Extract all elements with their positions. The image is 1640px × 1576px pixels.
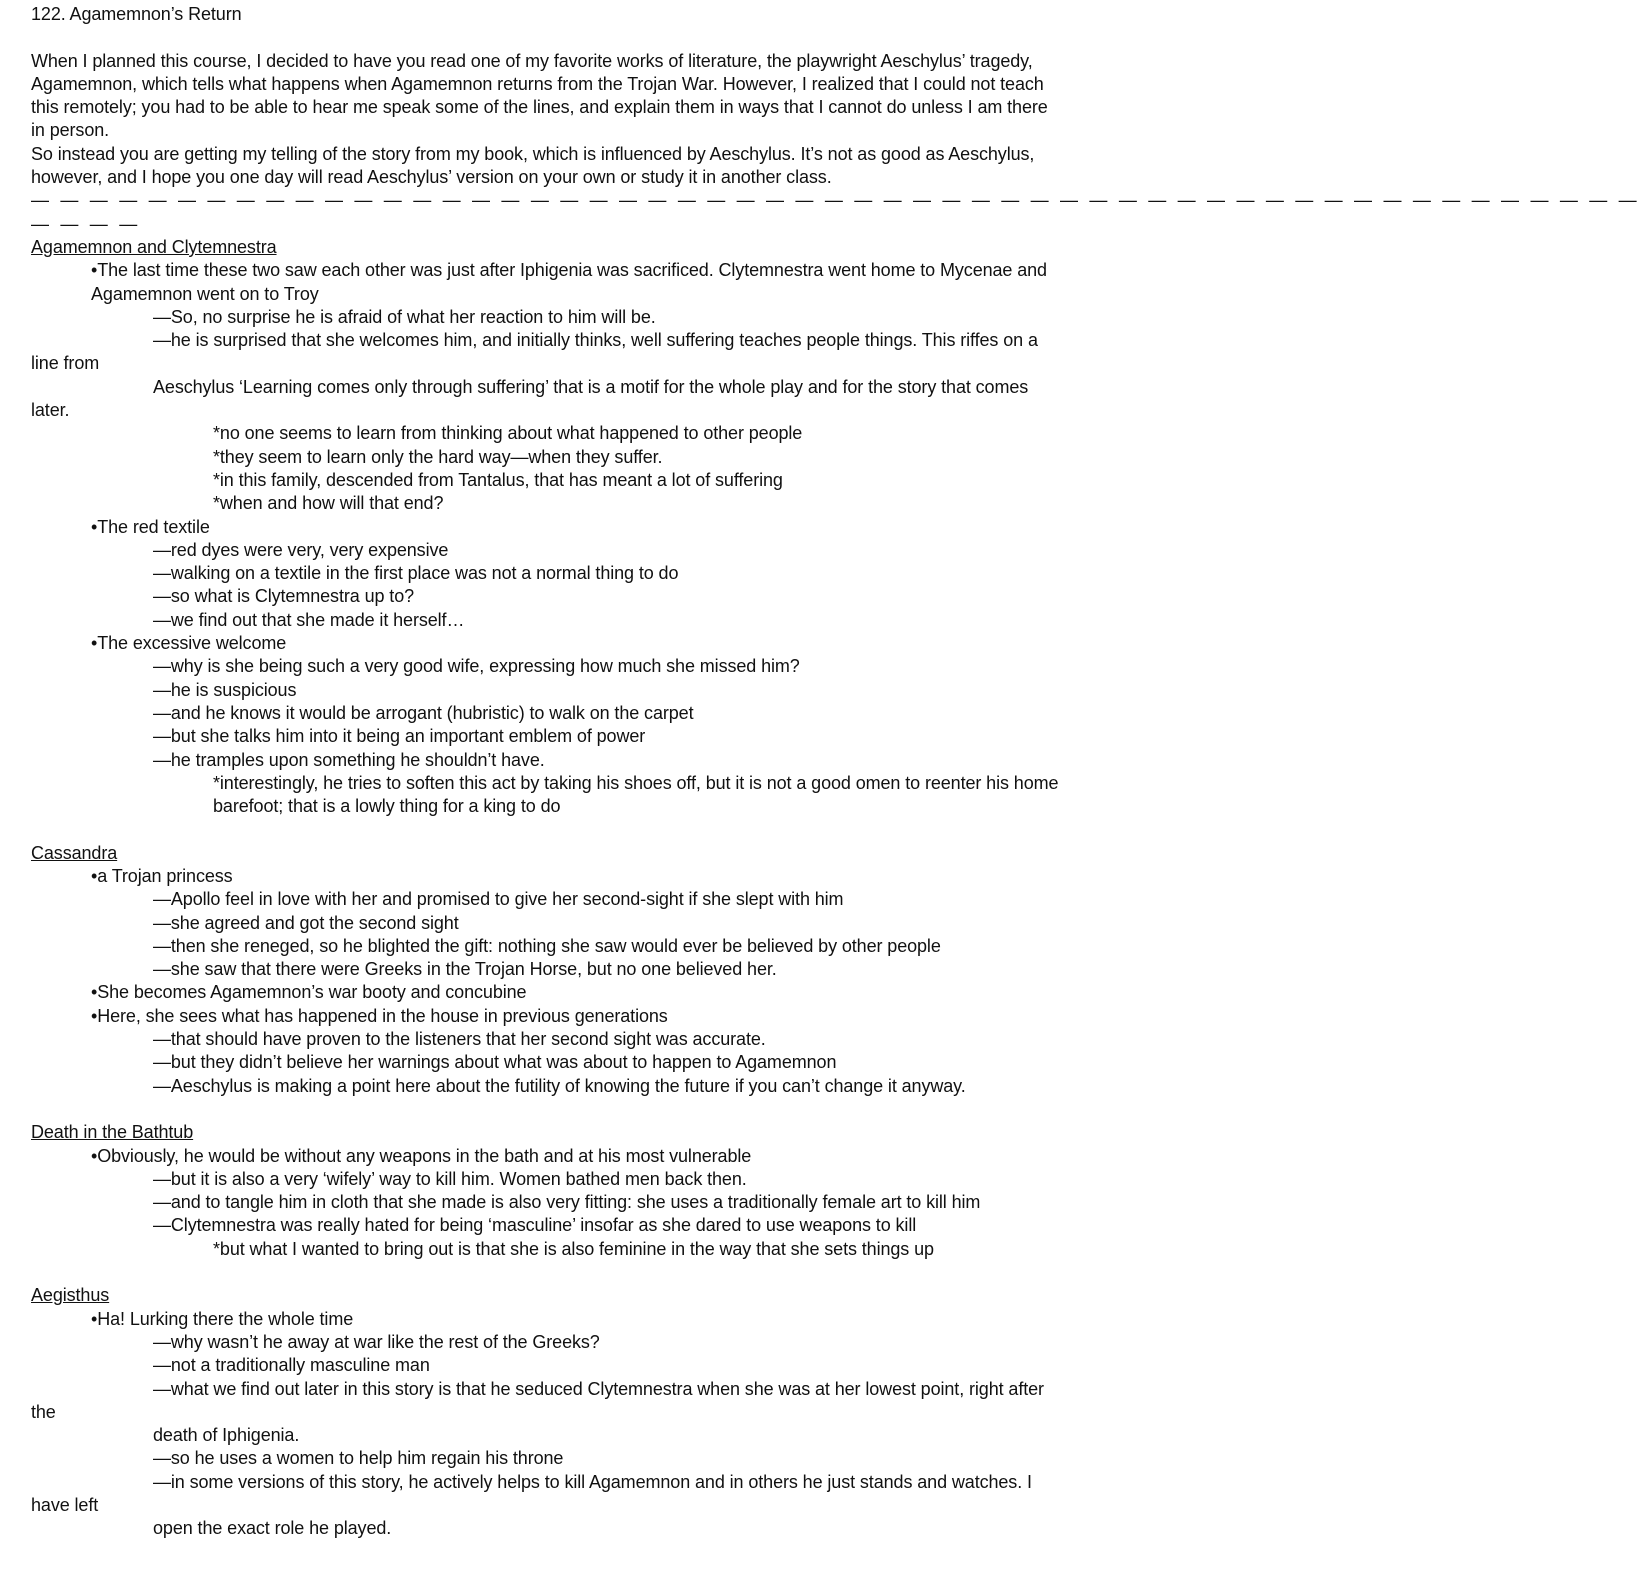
intro-line: this remotely; you had to be able to hear me speak some of the lines, and explain them in ways that I cannot do unless I am there [31,97,1048,118]
dash-item-continuation: open the exact role he played. [153,1518,392,1539]
dash-item: —so he uses a women to help him regain his throne [153,1448,564,1469]
intro-line: however, and I hope you one day will read Aeschylus’ version on your own or study it in another class. [31,167,832,188]
spacer [31,1261,1171,1284]
section-agamemnon [31,236,1171,818]
dash-item: —he is surprised that she welcomes him, and initially thinks, well suffering teaches people things. This riffes on a [153,330,1038,351]
intro-paragraph [31,50,1171,190]
section-heading: Agamemnon and Clytemnestra [31,236,277,257]
dash-item: —that should have proven to the listeners that her second sight was accurate. [153,1029,766,1050]
dash-item: —so what is Clytemnestra up to? [153,586,415,607]
bullet-item: •a Trojan princess [91,865,233,886]
dash-item: —he is suspicious [153,679,297,700]
star-item: *no one seems to learn from thinking about what happened to other people [213,423,803,444]
spacer [31,818,1171,841]
dash-item: —and to tangle him in cloth that she made is also very fitting: she uses a traditionally female art to kill him [153,1192,981,1213]
dash-item-continuation: have left [31,1495,99,1515]
bullet-item: •The red textile [91,516,210,537]
dash-item: —in some versions of this story, he actively helps to kill Agamemnon and in others he just stands and watches. I [153,1471,1032,1492]
dash-item-continuation: the [31,1401,56,1422]
dash-item: —why wasn’t he away at war like the rest of the Greeks? [153,1331,600,1352]
spacer [31,26,1171,49]
dash-item: —we find out that she made it herself… [153,609,465,630]
dash-item: —Clytemnestra was really hated for being ‘masculine’ insofar as she dared to use weapons to kill [153,1215,917,1236]
bullet-item: •Ha! Lurking there the whole time [91,1308,354,1329]
star-item-continuation: barefoot; that is a lowly thing for a king to do [213,796,561,817]
document-title: 122. Agamemnon’s Return [31,4,242,24]
bullet-item: •The excessive welcome [91,633,287,654]
dash-item: —but she talks him into it being an important emblem of power [153,726,646,747]
star-item: *they seem to learn only the hard way—when they suffer. [213,446,663,467]
dash-item: —she agreed and got the second sight [153,912,459,933]
dash-item-continuation: line from [31,353,100,374]
bullet-item-continuation: Agamemnon went on to Troy [91,283,319,304]
star-item: *but what I wanted to bring out is that she is also feminine in the way that she sets things up [213,1238,934,1259]
dash-item: —then she reneged, so he blighted the gift: nothing she saw would ever be believed by other people [153,935,941,956]
dash-item: —red dyes were very, very expensive [153,539,449,560]
section-aegisthus [31,1284,1171,1540]
intro-line: When I planned this course, I decided to have you read one of my favorite works of literature, the playwright Aeschylus’ tragedy, [31,50,1033,71]
bullet-item: •Obviously, he would be without any weapons in the bath and at his most vulnerable [91,1145,752,1166]
star-item: *when and how will that end? [213,493,444,514]
dash-item: —she saw that there were Greeks in the Trojan Horse, but no one believed her. [153,959,777,980]
section-heading: Cassandra [31,842,118,863]
dash-item: —walking on a textile in the first place was not a normal thing to do [153,563,679,584]
dash-item: —but they didn’t believe her warnings about what was about to happen to Agamemnon [153,1052,837,1073]
section-bathtub [31,1121,1171,1261]
dash-item: —Apollo feel in love with her and promised to give her second-sight if she slept with him [153,889,844,910]
dash-item-continuation: later. [31,400,70,421]
dash-item-continuation: death of Iphigenia. [153,1425,300,1446]
dash-item: —So, no surprise he is afraid of what her reaction to him will be. [153,306,656,327]
star-item: *interestingly, he tries to soften this act by taking his shoes off, but it is not a good omen to reenter his home [213,772,1059,793]
section-heading: Aegisthus [31,1285,110,1306]
star-item: *in this family, descended from Tantalus, that has meant a lot of suffering [213,469,783,490]
dash-item: —not a traditionally masculine man [153,1355,430,1376]
dash-item: —he tramples upon something he shouldn’t have. [153,749,545,770]
intro-line: Agamemnon, which tells what happens when Agamemnon returns from the Trojan War. However, I realized that I could not teach [31,73,1044,94]
dash-divider: — — — — — — — — — — — — — — — — — — — — — — — — — — — — — — — — — — — — — — — — — — — — — — — — — — — — — — — [31,190,1640,211]
bullet-item: •Here, she sees what has happened in the house in previous generations [91,1005,668,1026]
dash-item: —why is she being such a very good wife, expressing how much she missed him? [153,656,800,677]
section-cassandra [31,842,1171,1098]
bullet-item: •The last time these two saw each other was just after Iphigenia was sacrificed. Clytemnestra went home to Mycenae and [91,260,1047,281]
dash-item: —what we find out later in this story is that he seduced Clytemnestra when she was at her lowest point, right after [153,1378,1044,1399]
document-body [31,3,1640,1541]
dash-item: —but it is also a very ‘wifely’ way to kill him. Women bathed men back then. [153,1168,747,1189]
intro-line: in person. [31,120,110,141]
dash-item: —and he knows it would be arrogant (hubristic) to walk on the carpet [153,702,694,723]
section-heading: Death in the Bathtub [31,1122,194,1143]
spacer [31,1098,1171,1121]
bullet-item: •She becomes Agamemnon’s war booty and concubine [91,982,527,1003]
intro-line: So instead you are getting my telling of the story from my book, which is influenced by Aeschylus. It’s not as good as Aeschylus, [31,143,1035,164]
dash-item: —Aeschylus is making a point here about the futility of knowing the future if you can’t change it anyway. [153,1075,966,1096]
dash-item-continuation: Aeschylus ‘Learning comes only through suffering’ that is a motif for the whole play and for the story that comes [153,376,1029,397]
dash-divider-tail: — — — — [31,213,141,234]
